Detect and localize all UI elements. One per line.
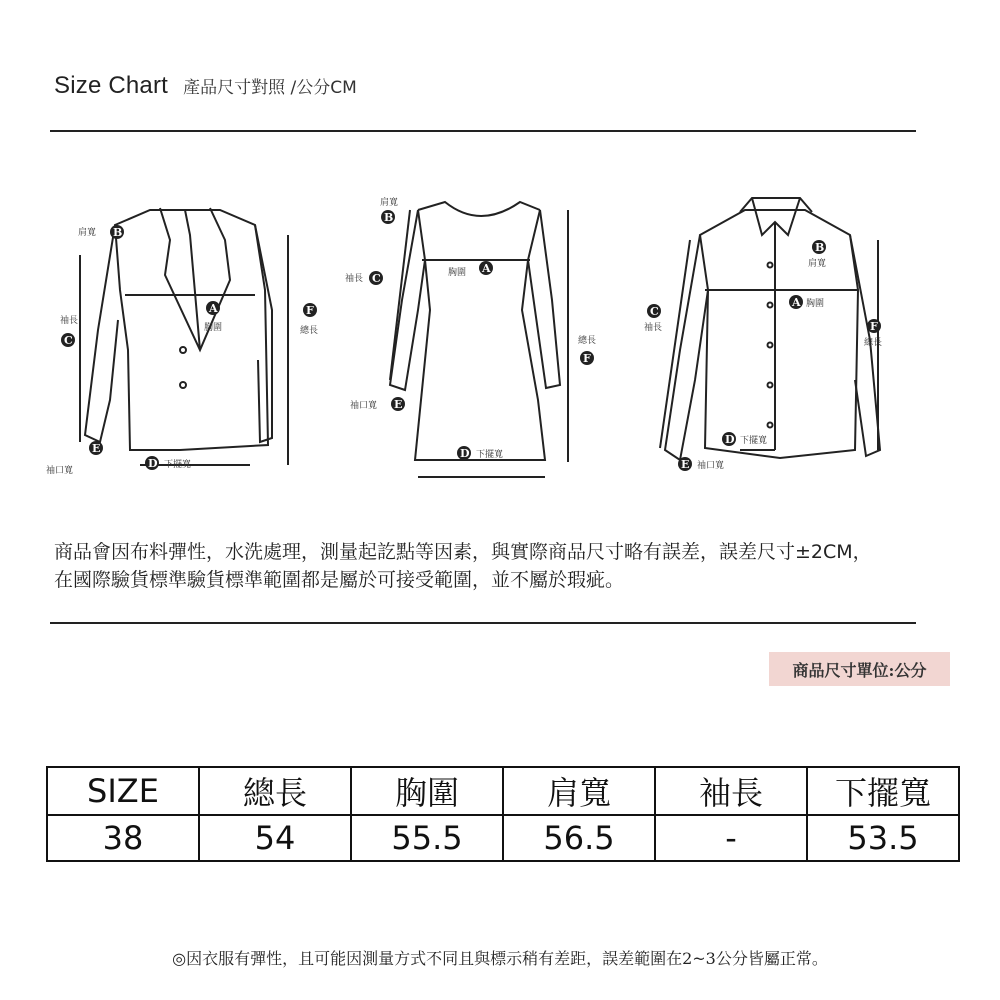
marker-c-letter: C	[650, 305, 659, 318]
marker-c-letter: C	[372, 272, 381, 285]
middle-divider	[50, 622, 916, 624]
marker-c-letter: C	[64, 334, 73, 347]
marker-a-letter: A	[482, 262, 491, 275]
marker-e-letter: E	[394, 398, 403, 411]
table-header-row	[47, 767, 959, 815]
cell-chest: 55.5	[351, 815, 503, 861]
table-row	[47, 815, 959, 861]
page-header	[54, 72, 357, 100]
marker-f-letter: F	[583, 352, 591, 365]
marker-f-letter: F	[306, 304, 314, 317]
marker-d-letter: D	[148, 457, 158, 470]
jacket-length-label: 總長	[300, 326, 319, 336]
marker-b-letter: B	[113, 226, 123, 239]
shirt-length-label: 總長	[864, 338, 883, 348]
jacket-shoulder-label: 肩寬	[78, 228, 97, 238]
footnote: ◎因衣服有彈性，且可能因測量方式不同且與標示稍有差距，誤差範圍在2~3公分皆屬正常。	[172, 949, 828, 968]
marker-a-letter: A	[209, 302, 218, 315]
size-table	[46, 766, 960, 862]
jacket-chest-label: 胸圍	[204, 323, 223, 333]
garment-diagrams-svg	[40, 180, 940, 500]
marker-b-letter: B	[815, 241, 825, 254]
header-hem: 下擺寬	[807, 767, 959, 815]
dress-cuff-label: 袖口寬	[350, 401, 378, 411]
jacket-hem-label: 下擺寬	[164, 460, 192, 470]
marker-d-letter: D	[460, 447, 470, 460]
dress-length-label: 總長	[578, 336, 597, 346]
unit-badge: 商品尺寸單位:公分	[769, 652, 950, 686]
header-length: 總長	[199, 767, 351, 815]
note-line-1: 商品會因布料彈性，水洗處理，測量起訖點等因素，與實際商品尺寸略有誤差，誤差尺寸±2CM，	[54, 541, 872, 563]
shirt-chest-label: 胸圍	[806, 299, 825, 309]
header-sleeve: 袖長	[655, 767, 807, 815]
dress-diagram	[390, 202, 568, 477]
size-chart-subtitle: 產品尺寸對照 /公分CM	[183, 78, 357, 98]
cell-length: 54	[199, 815, 351, 861]
marker-a-letter: A	[792, 296, 801, 309]
jacket-cuff-label: 袖口寬	[46, 466, 74, 476]
dress-chest-label: 胸圍	[448, 268, 467, 278]
header-size: SIZE	[47, 767, 199, 815]
dress-sleeve-label: 袖長	[345, 274, 364, 284]
cell-sleeve: -	[655, 815, 807, 861]
shirt-hem-label: 下擺寬	[740, 436, 768, 446]
header-shoulder: 肩寬	[503, 767, 655, 815]
marker-e-letter: E	[681, 458, 690, 471]
marker-d-letter: D	[725, 433, 735, 446]
cell-size: 38	[47, 815, 199, 861]
note-line-2: 在國際驗貨標準驗貨標準範圍都是屬於可接受範圍，並不屬於瑕疵。	[54, 569, 625, 591]
dress-shoulder-label: 肩寬	[380, 198, 399, 208]
marker-e-letter: E	[92, 442, 101, 455]
dress-hem-label: 下擺寬	[476, 450, 504, 460]
cell-shoulder: 56.5	[503, 815, 655, 861]
shirt-cuff-label: 袖口寬	[697, 461, 725, 471]
jacket-diagram	[80, 208, 288, 465]
top-divider	[50, 130, 916, 132]
jacket-sleeve-label: 袖長	[60, 316, 79, 326]
shirt-sleeve-label: 袖長	[644, 323, 663, 333]
marker-f-letter: F	[870, 320, 878, 333]
header-chest: 胸圍	[351, 767, 503, 815]
size-chart-title: Size Chart	[54, 72, 169, 99]
shirt-diagram	[660, 198, 883, 460]
marker-b-letter: B	[384, 211, 394, 224]
measurement-note	[54, 538, 994, 594]
cell-hem: 53.5	[807, 815, 959, 861]
dress-labels	[345, 196, 596, 460]
garment-diagrams	[40, 180, 940, 500]
jacket-labels	[46, 225, 318, 476]
shirt-shoulder-label: 肩寬	[808, 259, 827, 269]
